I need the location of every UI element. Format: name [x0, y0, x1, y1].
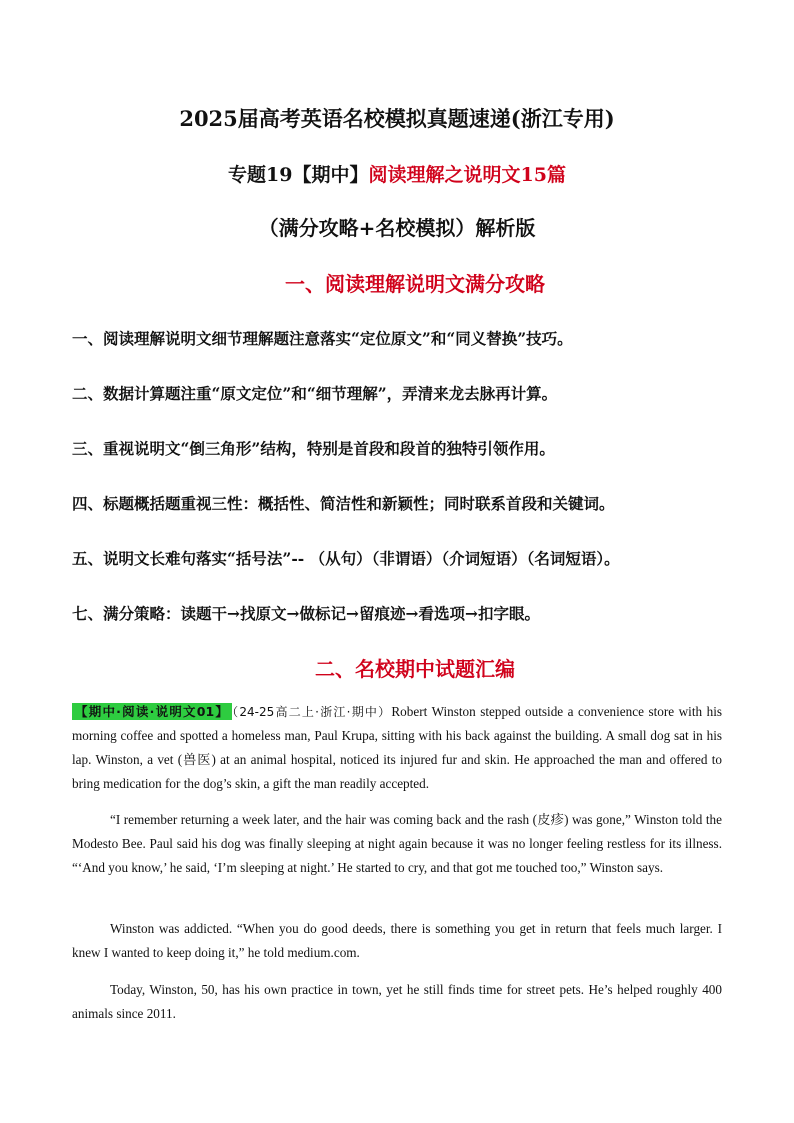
subtitle-prefix: 专题19【期中】: [228, 164, 369, 186]
tip-item: 五、说明文长难句落实“括号法”-- （从句）（非谓语）（介词短语）（名词短语）。: [72, 549, 620, 568]
document-subtitle: [0, 160, 794, 187]
edition-label: （满分攻略+名校模拟）解析版: [258, 216, 536, 240]
passage-paragraph-1: [72, 700, 722, 796]
document-title: 2025届高考英语名校模拟真题速递(浙江专用): [179, 106, 615, 131]
subtitle-red: 阅读理解之说明文15篇: [368, 164, 566, 186]
section2-heading: 二、名校期中试题汇编: [315, 657, 515, 681]
passage-paragraph-3: Winston was addicted. “When you do good deeds, there is something you get in return that feels much larger. I knew I wanted to keep doing it,” he told medium.com.: [72, 921, 722, 960]
tip-item: 二、数据计算题注重“原文定位”和“细节理解”，弄清来龙去脉再计算。: [72, 384, 558, 403]
tip-item: 七、满分策略：读题干→找原文→做标记→留痕迹→看选项→扣字眼。: [72, 604, 540, 623]
section1-heading: 一、阅读理解说明文满分攻略: [285, 272, 545, 296]
tip-item: 一、阅读理解说明文细节理解题注意落实“定位原文”和“同义替换”技巧。: [72, 329, 573, 348]
passage-paragraph-4: Today, Winston, 50, has his own practice in town, yet he still finds time for street pets. He’s helped roughly 400 animals since 2011.: [72, 982, 722, 1021]
question-source: （24-25高二上·浙江·期中）: [232, 705, 392, 719]
paragraph-text: Robert Winston stepped outside a convenience store with his morning coffee and spotted a homeless man, Paul Krupa, sitting with his back against the building. A small dog sat in his lap. Winston, a vet (兽医) at an animal hospital, noticed its injured fur and skin. He approached the man and offered to bring medication for the dog’s skin, a gift the man readily accepted.: [72, 704, 723, 791]
tip-item: 三、重视说明文“倒三角形”结构，特别是首段和段首的独特引领作用。: [72, 439, 555, 458]
question-badge: 【期中·阅读·说明文01】: [72, 703, 232, 720]
passage-paragraph-2: “I remember returning a week later, and the hair was coming back and the rash (皮疹) was gone,” Winston told the Modesto Bee. Paul said his dog was finally sleeping at night again because it was no longer feeling restless for its illness. “‘And you know,’ he said, ‘I’m sleeping at night.’ He started to cry, and that got me touched too,” Winston says.: [72, 812, 722, 875]
tip-item: 四、标题概括题重视三性：概括性、简洁性和新颖性；同时联系首段和关键词。: [72, 494, 615, 513]
